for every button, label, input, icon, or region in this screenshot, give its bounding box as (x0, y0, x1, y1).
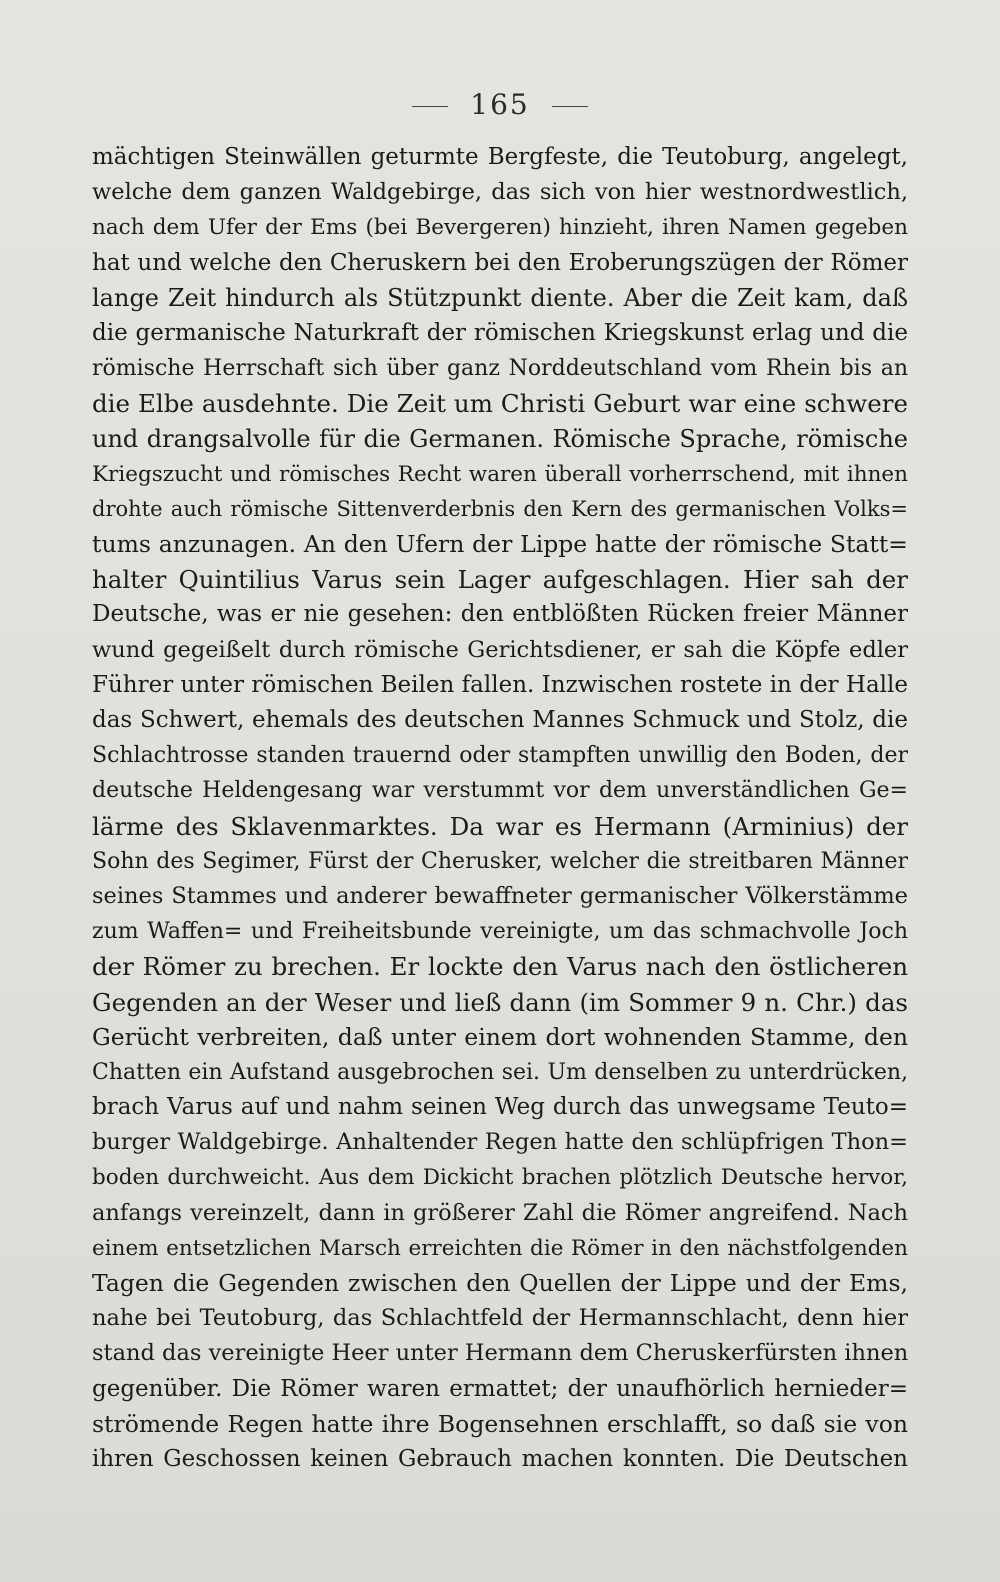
text-line: gegenüber. Die Römer waren ermattet; der unaufhörlich hernieder= (92, 1375, 908, 1402)
text-line: Deutsche, was er nie gesehen: den entblößten Rücken freier Männer (92, 601, 908, 628)
text-line: tums anzunagen. An den Ufern der Lippe hatte der römische Statt= (92, 530, 908, 559)
page-number: 165 (470, 88, 530, 121)
text-line: Sohn des Segimer, Fürst der Cherusker, welcher die streitbaren Männer (92, 848, 908, 874)
text-line: halter Quintilius Varus sein Lager aufgeschlagen. Hier sah der (92, 565, 908, 595)
page-number-header (0, 88, 1000, 121)
text-line: römische Herrschaft sich über ganz Norddeutschland vom Rhein bis an (92, 356, 908, 382)
text-line: brach Varus auf und nahm seinen Weg durch das unwegsame Teuto= (92, 1094, 908, 1121)
body-text (92, 140, 908, 1477)
text-line: anfangs vereinzelt, dann in größerer Zahl die Römer angreifend. Nach (92, 1199, 908, 1226)
text-line: Schlachtrosse standen trauernd oder stampften unwillig den Boden, der (92, 743, 908, 769)
text-line: Führer unter römischen Beilen fallen. Inzwischen rostete in der Halle (92, 671, 908, 698)
text-line: der Römer zu brechen. Er lockte den Varus nach den östlicheren (92, 952, 908, 982)
text-line: die germanische Naturkraft der römischen Kriegskunst erlag und die (92, 319, 908, 346)
text-line: das Schwert, ehemals des deutschen Mannes Schmuck und Stolz, die (92, 707, 908, 733)
text-line: und drangsalvolle für die Germanen. Römische Sprache, römische (92, 424, 908, 453)
text-line: burger Waldgebirge. Anhaltender Regen hatte den schlüpfrigen Thon= (92, 1129, 908, 1156)
text-line: seines Stammes und anderer bewaffneter germanischer Völkerstämme (92, 882, 908, 909)
text-line: Chatten ein Aufstand ausgebrochen sei. Um denselben zu unterdrücken, (92, 1059, 908, 1085)
text-line: nahe bei Teutoburg, das Schlachtfeld der Hermannschlacht, denn hier (92, 1305, 908, 1332)
text-line: Kriegszucht und römisches Recht waren überall vorherrschend, mit ihnen (92, 461, 908, 487)
text-line: boden durchweicht. Aus dem Dickicht brachen plötzlich Deutsche hervor, (92, 1165, 908, 1191)
text-line: deutsche Heldengesang war verstummt vor dem unverständlichen Ge= (92, 778, 908, 804)
text-line: mächtigen Steinwällen geturmte Bergfeste, die Teutoburg, angelegt, (92, 144, 908, 170)
left-dash (412, 106, 448, 107)
text-line: einem entsetzlichen Marsch erreichten die Römer in den nächstfolgenden (92, 1235, 908, 1261)
text-line: lärme des Sklavenmarktes. Da war es Hermann (Arminius) der (92, 811, 908, 841)
text-line: Gegenden an der Weser und ließ dann (im Sommer 9 n. Chr.) das (92, 987, 908, 1017)
text-line: Tagen die Gegenden zwischen den Quellen der Lippe und der Ems, (92, 1269, 908, 1297)
text-line: drohte auch römische Sittenverderbnis den Kern des germanischen Volks= (92, 496, 908, 521)
text-line: wund gegeißelt durch römische Gerichtsdiener, er sah die Köpfe edler (92, 636, 908, 663)
text-line: zum Waffen= und Freiheitsbunde vereinigte, um das schmachvolle Joch (92, 919, 908, 945)
text-line: lange Zeit hindurch als Stützpunkt diente. Aber die Zeit kam, daß (92, 283, 908, 312)
text-line: Gerücht verbreiten, daß unter einem dort wohnenden Stamme, den (92, 1022, 908, 1051)
right-dash (552, 106, 588, 107)
text-line: nach dem Ufer der Ems (bei Bevergeren) hinzieht, ihren Namen gegeben (92, 215, 908, 241)
text-line: hat und welche den Cheruskern bei den Eroberungszügen der Römer (92, 249, 908, 276)
text-line: ihren Geschossen keinen Gebrauch machen konnten. Die Deutschen (92, 1445, 908, 1472)
text-line: die Elbe ausdehnte. Die Zeit um Christi Geburt war eine schwere (92, 389, 908, 419)
text-line: welche dem ganzen Waldgebirge, das sich von hier westnordwestlich, (92, 179, 908, 206)
text-line: stand das vereinigte Heer unter Hermann dem Cheruskerfürsten ihnen (92, 1340, 908, 1367)
text-line: strömende Regen hatte ihre Bogensehnen erschlafft, so daß sie von (92, 1409, 908, 1438)
